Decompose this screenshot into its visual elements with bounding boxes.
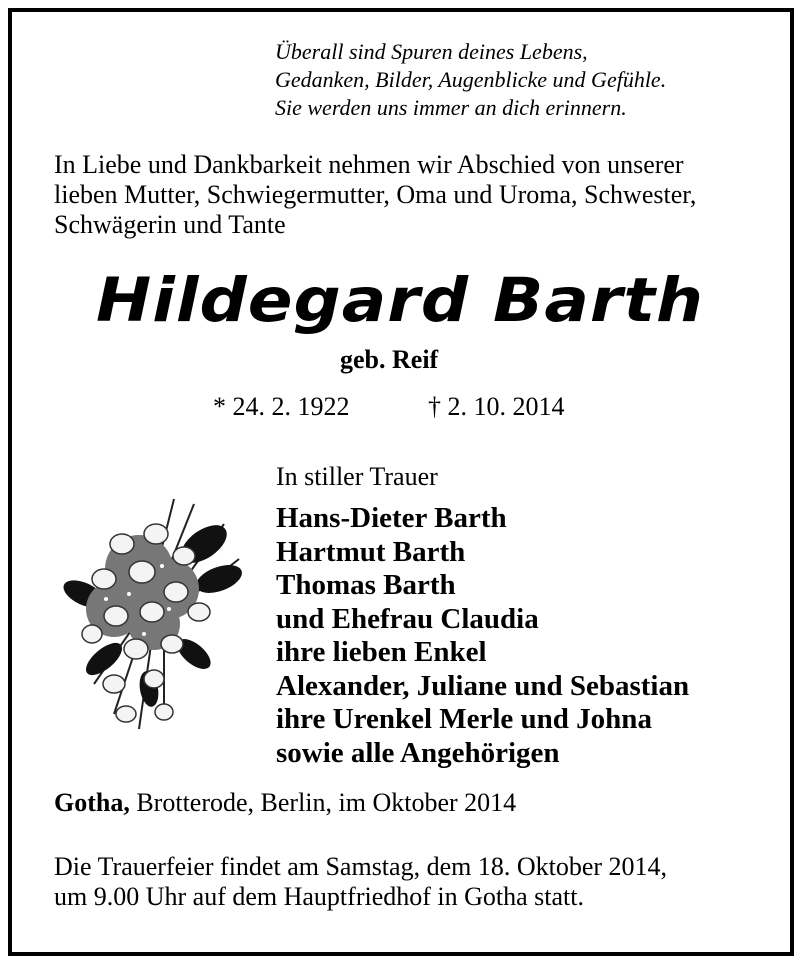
birth-date: * 24. 2. 1922: [213, 392, 350, 421]
deceased-name: Hildegard Barth: [96, 265, 704, 336]
mourners-list: [276, 502, 689, 770]
mourner-line: Alexander, Juliane und Sebastian: [276, 669, 690, 702]
poem-line: Gedanken, Bilder, Augenblicke und Gefühle.: [275, 67, 667, 92]
mourner-line: ihre Urenkel Merle und Johna: [276, 703, 652, 735]
death-date: † 2. 10. 2014: [428, 392, 565, 421]
flower-bouquet-icon: [44, 484, 254, 744]
mourning-heading: In stiller Trauer: [276, 462, 438, 491]
funeral-line: Die Trauerfeier findet am Samstag, dem 18. Oktober 2014,: [54, 852, 668, 881]
mourner-line: Hans-Dieter Barth: [276, 502, 507, 534]
intro-text: [54, 150, 696, 240]
mourner-line: sowie alle Angehörigen: [276, 736, 560, 769]
intro-line: Schwägerin und Tante: [54, 210, 286, 239]
mourner-line: ihre lieben Enkel: [276, 636, 487, 668]
mourner-line: und Ehefrau Claudia: [276, 602, 539, 635]
poem-line: Überall sind Spuren deines Lebens,: [275, 39, 588, 64]
mourner-line: Thomas Barth: [276, 569, 456, 601]
maiden-name: geb. Reif: [340, 345, 439, 374]
place-city: Gotha,: [54, 788, 130, 817]
poem-line: Sie werden uns immer an dich erinnern.: [275, 95, 627, 120]
funeral-info: [54, 852, 667, 912]
poem-verse: [275, 38, 666, 122]
intro-line: lieben Mutter, Schwiegermutter, Oma und Uroma, Schwester,: [54, 180, 697, 209]
place-rest: Brotterode, Berlin, im Oktober 2014: [129, 788, 517, 817]
funeral-line: um 9.00 Uhr auf dem Hauptfriedhof in Gotha statt.: [54, 882, 584, 911]
intro-line: In Liebe und Dankbarkeit nehmen wir Abschied von unserer: [54, 150, 684, 179]
mourner-line: Hartmut Barth: [276, 535, 466, 568]
place-date-line: [54, 788, 516, 818]
